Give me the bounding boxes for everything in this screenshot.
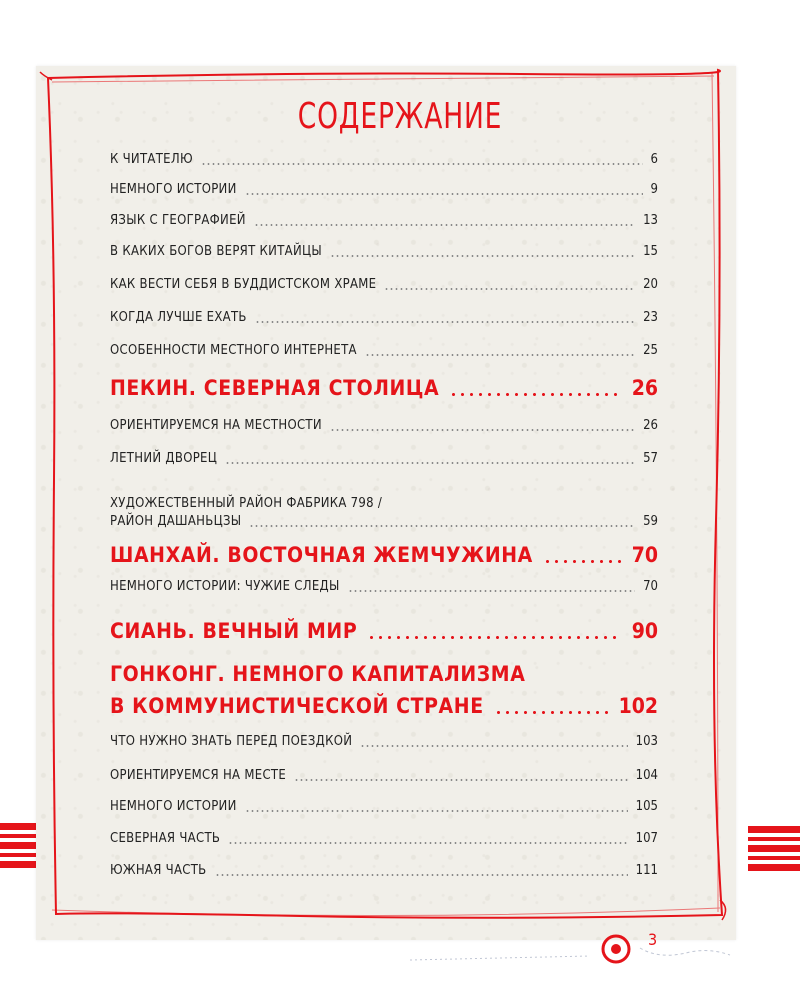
dot-leader	[365, 354, 635, 356]
toc-entry-page: 102	[618, 694, 658, 718]
toc-entry	[110, 213, 658, 228]
toc-entry-label: НЕМНОГО ИСТОРИИ	[110, 182, 237, 197]
toc-entry	[110, 277, 658, 292]
dot-leader	[384, 288, 635, 290]
toc-entry-page: 107	[635, 831, 658, 846]
toc-entry-label: В КАКИХ БОГОВ ВЕРЯТ КИТАЙЦЫ	[110, 244, 322, 259]
toc-entry-page: 104	[635, 768, 658, 783]
toc-entry-page: 26	[631, 376, 658, 400]
toc-entry	[110, 799, 658, 814]
dot-leader	[348, 590, 636, 592]
toc-entry	[110, 863, 658, 878]
toc-entry-page: 25	[643, 343, 658, 358]
toc-entry	[110, 152, 658, 167]
toc-entry	[110, 182, 658, 197]
toc-entry	[110, 768, 658, 783]
dot-leader	[245, 810, 628, 812]
toc-entry-label: НЕМНОГО ИСТОРИИ: ЧУЖИЕ СЛЕДЫ	[110, 579, 340, 594]
dot-leader	[255, 321, 635, 323]
dot-leader	[330, 429, 635, 431]
page-title: СОДЕРЖАНИЕ	[297, 96, 503, 137]
toc-entry-page: 26	[643, 418, 658, 433]
dot-leader	[294, 779, 628, 781]
toc-entry-label: ЧТО НУЖНО ЗНАТЬ ПЕРЕД ПОЕЗДКОЙ	[110, 734, 353, 749]
toc-entry-page: 111	[635, 863, 658, 878]
dot-leader	[228, 842, 627, 844]
toc-entry-label: КОГДА ЛУЧШЕ ЕХАТЬ	[110, 310, 247, 325]
toc-entry	[110, 310, 658, 325]
toc-entry-first-line: ГОНКОНГ. НЕМНОГО КАПИТАЛИЗМА	[110, 662, 526, 686]
toc-entry	[110, 831, 658, 846]
page-number: 3	[648, 930, 658, 949]
toc-entry-label: КАК ВЕСТИ СЕБЯ В БУДДИСТСКОМ ХРАМЕ	[110, 277, 377, 292]
dot-leader	[215, 874, 628, 876]
toc-entry-label: НЕМНОГО ИСТОРИИ	[110, 799, 237, 814]
dot-leader	[367, 636, 621, 639]
toc-entry	[110, 514, 658, 529]
toc-entry-label: СИАНЬ. ВЕЧНЫЙ МИР	[110, 619, 358, 643]
toc-entry-page: 13	[643, 213, 658, 228]
toc-entry-label: ОСОБЕННОСТИ МЕСТНОГО ИНТЕРНЕТА	[110, 343, 357, 358]
toc-entry-page: 70	[643, 579, 658, 594]
dot-leader	[494, 711, 609, 714]
dot-leader	[245, 193, 643, 195]
toc-section-heading	[110, 619, 658, 643]
toc-entry-label: ОРИЕНТИРУЕМСЯ НА МЕСТЕ	[110, 768, 287, 783]
toc-entry	[110, 734, 658, 749]
dot-leader	[449, 393, 621, 396]
toc-entry-label: ЮЖНАЯ ЧАСТЬ	[110, 863, 207, 878]
toc-entry-page: 103	[635, 734, 658, 749]
toc-entry-page: 23	[643, 310, 658, 325]
toc-entry-page: 6	[650, 152, 658, 167]
toc-section-heading	[110, 694, 658, 718]
toc-entry-page: 15	[643, 244, 658, 259]
dot-leader	[360, 745, 627, 747]
toc-entry-label: ШАНХАЙ. ВОСТОЧНАЯ ЖЕМЧУЖИНА	[110, 543, 533, 567]
toc-entry	[110, 418, 658, 433]
toc-entry-page: 70	[631, 543, 658, 567]
toc-entry-first-line: ХУДОЖЕСТВЕННЫЙ РАЙОН ФАБРИКА 798 /	[110, 496, 383, 511]
toc-entry	[110, 579, 658, 594]
toc-entry-page: 59	[643, 514, 658, 529]
target-circle-icon	[596, 928, 638, 970]
toc-entry	[110, 451, 658, 466]
dot-leader	[330, 255, 635, 257]
toc-entry-page: 105	[635, 799, 658, 814]
toc-entry-label: ОРИЕНТИРУЕМСЯ НА МЕСТНОСТИ	[110, 418, 322, 433]
toc-entry-label: СЕВЕРНАЯ ЧАСТЬ	[110, 831, 221, 846]
toc-entry-label: ЯЗЫК С ГЕОГРАФИЕЙ	[110, 213, 246, 228]
toc-entry	[110, 244, 658, 259]
toc-entry-label: К ЧИТАТЕЛЮ	[110, 152, 193, 167]
dot-leader	[543, 560, 622, 563]
toc-entry-label: В КОММУНИСТИЧЕСКОЙ СТРАНЕ	[110, 694, 484, 718]
dot-leader	[254, 224, 635, 226]
toc-section-heading	[110, 376, 658, 400]
toc-entry-page: 9	[650, 182, 658, 197]
toc-entry-page: 90	[631, 619, 658, 643]
dot-leader	[249, 525, 635, 527]
toc-entry-label: ПЕКИН. СЕВЕРНАЯ СТОЛИЦА	[110, 376, 440, 400]
toc-entry-label: ЛЕТНИЙ ДВОРЕЦ	[110, 451, 218, 466]
dot-leader	[201, 163, 643, 165]
toc-section-heading	[110, 543, 658, 567]
toc-entry-page: 20	[643, 277, 658, 292]
toc-entry-label: РАЙОН ДАШАНЬЦЗЫ	[110, 514, 242, 529]
toc-entry-page: 57	[643, 451, 658, 466]
dot-leader	[225, 462, 635, 464]
toc-entry	[110, 343, 658, 358]
